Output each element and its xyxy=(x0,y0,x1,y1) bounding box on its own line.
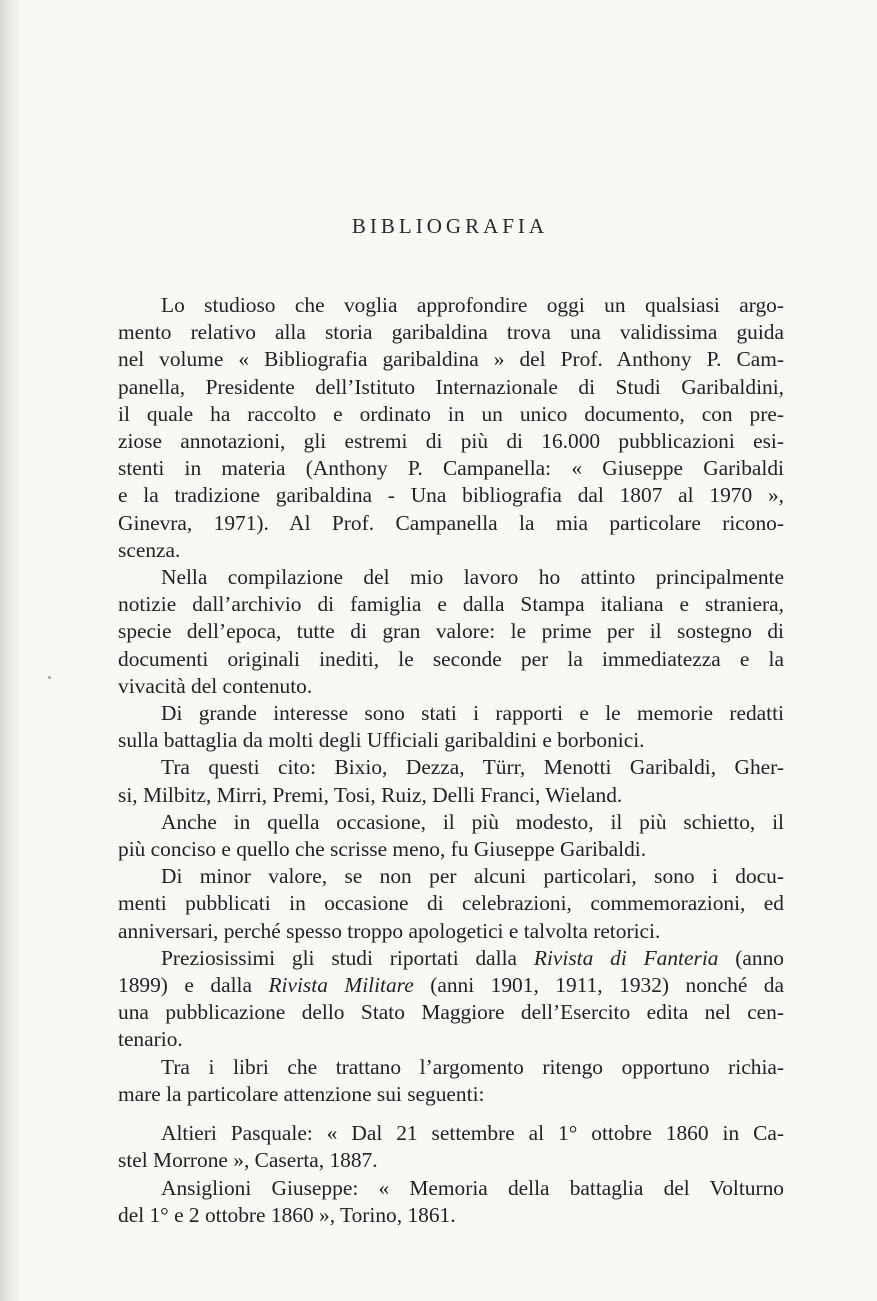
text-line xyxy=(118,972,784,999)
text-line: Nella compilazione del mio lavoro ho attinto principalmente xyxy=(161,565,784,590)
page-edge-shadow xyxy=(0,0,22,1301)
text-run: Preziosissimi gli studi riportati dalla xyxy=(161,945,534,970)
text-line: ziose annotazioni, gli estremi di più di 16.000 pubblicazioni esi- xyxy=(118,429,784,454)
text-line: Altieri Pasquale: « Dal 21 settembre al 1° ottobre 1860 in Ca- xyxy=(161,1121,784,1146)
text-line: del 1° e 2 ottobre 1860 », Torino, 1861. xyxy=(118,1202,456,1227)
text-line: Tra i libri che trattano l’argomento ritengo opportuno richia- xyxy=(161,1054,784,1079)
text-line: documenti originali inediti, le seconde per la immediatezza e la xyxy=(118,646,784,671)
text-line: sulla battaglia da molti degli Ufficiali garibaldini e borbonici. xyxy=(118,728,645,753)
text-line: nel volume « Bibliografia garibaldina » del Prof. Anthony P. Cam- xyxy=(118,347,784,372)
text-line: notizie dall’archivio di famiglia e dalla Stampa italiana e straniera, xyxy=(118,592,784,617)
italic-title: Rivista Militare xyxy=(268,973,414,998)
text-line: stenti in materia (Anthony P. Campanella: « Giuseppe Garibaldi xyxy=(118,456,784,481)
text-line: e la tradizione garibaldina - Una bibliografia dal 1807 al 1970 », xyxy=(118,483,784,508)
text-line xyxy=(118,945,784,972)
italic-title: Rivista di Fanteria xyxy=(533,945,719,970)
text-line: Di grande interesse sono stati i rapporti e le memorie redatti xyxy=(161,701,784,726)
text-line: una pubblicazione dello Stato Maggiore dell’Esercito edita nel cen- xyxy=(118,1000,784,1025)
text-line: il quale ha raccolto e ordinato in un unico documento, con pre- xyxy=(118,401,784,426)
text-line: Anche in quella occasione, il più modesto, il più schietto, il xyxy=(161,809,784,834)
paper-speck xyxy=(48,676,51,679)
text-run: 1899) e dalla xyxy=(118,973,269,998)
page-title: BIBLIOGRAFIA xyxy=(351,214,549,238)
text-line: mare la particolare attenzione sui seguenti: xyxy=(118,1081,485,1106)
text-run: (anno xyxy=(718,945,784,970)
text-line: Ginevra, 1971). Al Prof. Campanella la mia particolare ricono- xyxy=(118,510,784,535)
text-line: stel Morrone », Caserta, 1887. xyxy=(118,1148,378,1173)
text-line: scenza. xyxy=(118,537,181,562)
text-line: tenario. xyxy=(118,1027,183,1052)
text-line: menti pubblicati in occasione di celebrazioni, commemorazioni, ed xyxy=(118,891,784,916)
text-line: Tra questi cito: Bixio, Dezza, Türr, Menotti Garibaldi, Gher- xyxy=(161,755,784,780)
text-line: più conciso e quello che scrisse meno, fu Giuseppe Garibaldi. xyxy=(118,837,647,862)
text-line: Lo studioso che voglia approfondire oggi un qualsiasi argo- xyxy=(161,293,784,317)
text-line: anniversari, perché spesso troppo apologetici e talvolta retorici. xyxy=(118,918,661,943)
text-line: panella, Presidente dell’Istituto Internazionale di Studi Garibaldini, xyxy=(118,374,784,399)
text-line: vivacità del contenuto. xyxy=(118,673,313,698)
text-line: Di minor valore, se non per alcuni particolari, sono i docu- xyxy=(161,864,784,889)
body-text xyxy=(118,292,784,1229)
text-line: Ansiglioni Giuseppe: « Memoria della battaglia del Volturno xyxy=(161,1175,784,1200)
text-line: specie dell’epoca, tutte di gran valore: le prime per il sostegno di xyxy=(118,619,784,644)
text-run: (anni 1901, 1911, 1932) nonché da xyxy=(413,973,785,998)
text-line: mento relativo alla storia garibaldina trova una validissima guida xyxy=(118,320,784,345)
text-line: si, Milbitz, Mirri, Premi, Tosi, Ruiz, Delli Franci, Wieland. xyxy=(118,782,623,807)
